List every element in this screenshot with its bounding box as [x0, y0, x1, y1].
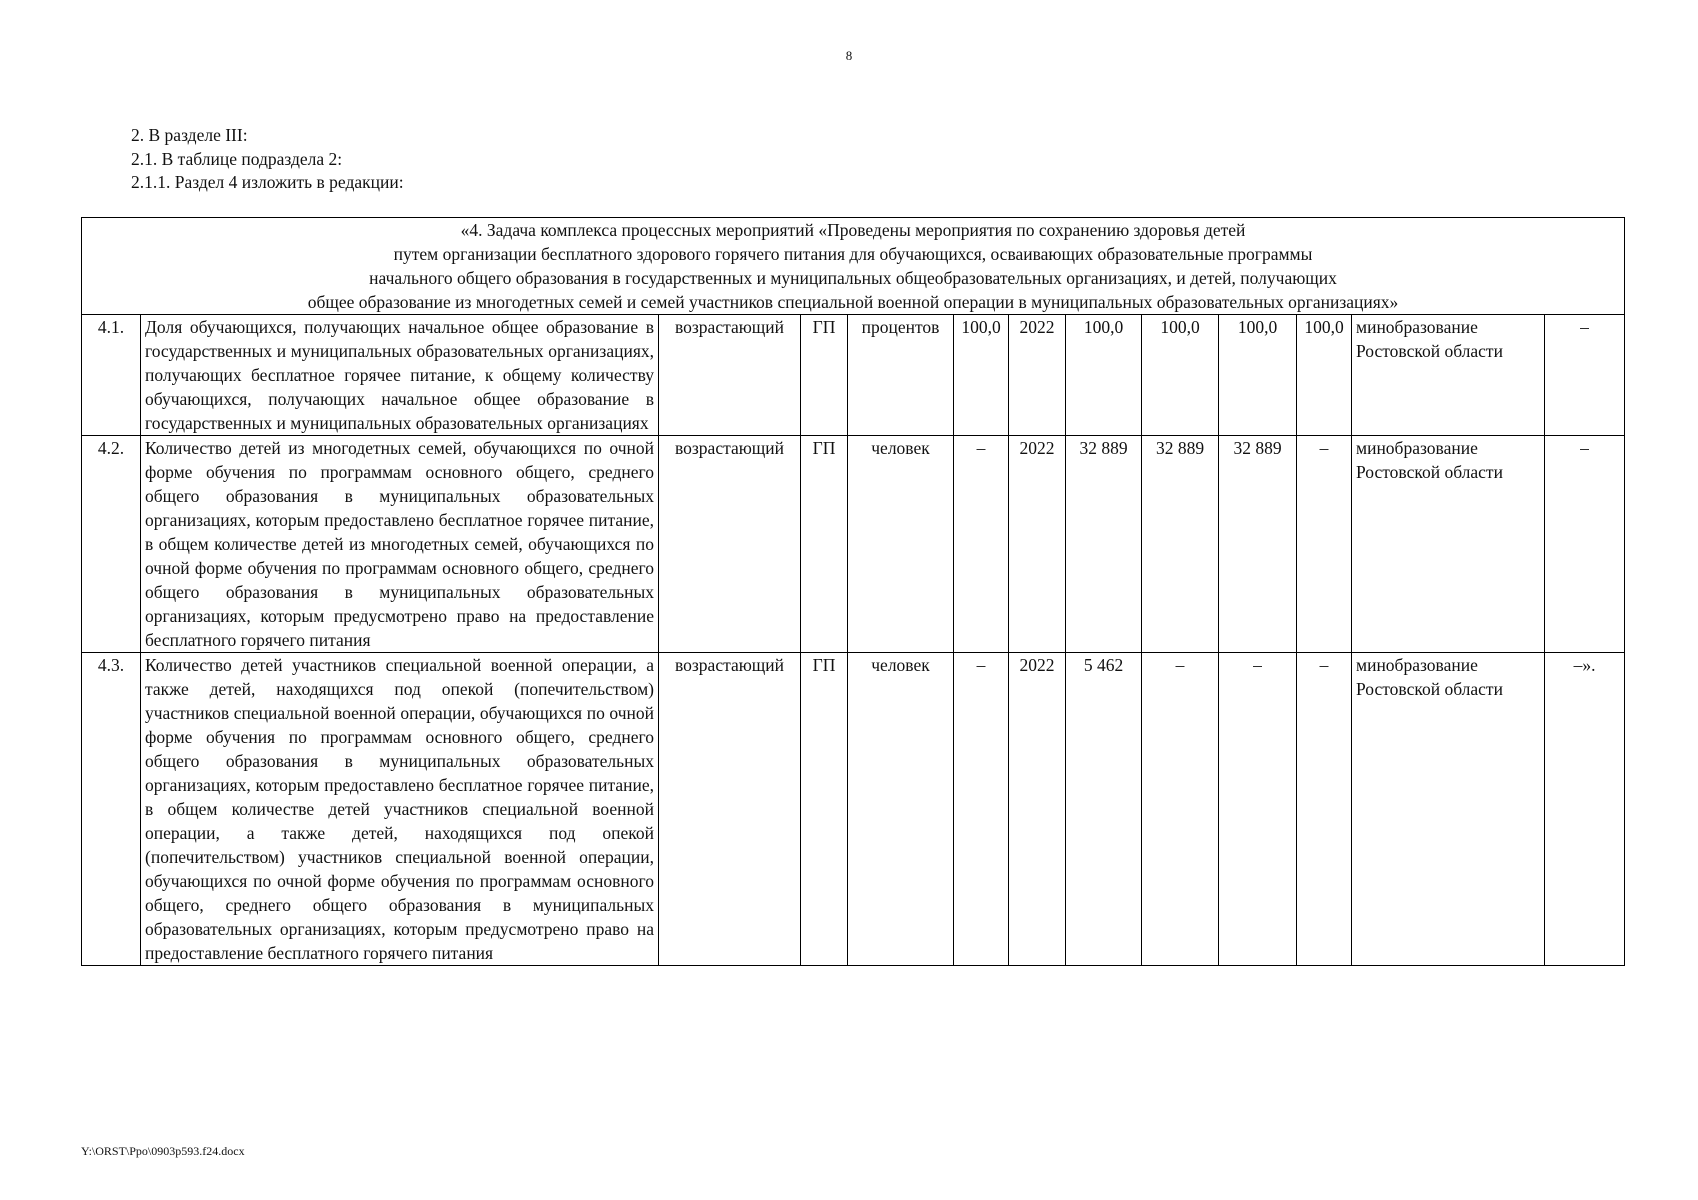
- last-cell: –: [1545, 315, 1625, 436]
- row-number: 4.2.: [82, 436, 141, 653]
- base-value-cell: –: [954, 436, 1009, 653]
- trend-cell: возрастающий: [659, 653, 801, 966]
- heading-line: «4. Задача комплекса процессных мероприятий «Проведены мероприятия по сохранению здоровья детей: [460, 220, 1246, 240]
- org-line: минобразование: [1356, 438, 1478, 458]
- indicator-description: Количество детей участников специальной военной операции, а также детей, находящихся под опекой (попечительством) участников специальной военной операции, обучающихся по очной форме обучения по программам основного общего, среднего общего образования в муниципальных образовательных организациях, которым предоставлено бесплатное горячее питание, в общем количестве детей участников специальной военной операции, а также детей, находящихся под опекой (попечительством) участников специальной военной операции, обучающихся по очной форме обучения по программам основного общего, среднего общего образования в муниципальных образовательных организациях, которым предусмотрено право на предоставление бесплатного горячего питания: [141, 653, 659, 966]
- base-year-cell: 2022: [1009, 315, 1066, 436]
- value-cell: –: [1142, 653, 1219, 966]
- table-row: [82, 436, 1625, 653]
- row-number: 4.3.: [82, 653, 141, 966]
- level-cell: ГП: [801, 315, 848, 436]
- level-cell: ГП: [801, 436, 848, 653]
- indicator-description: Доля обучающихся, получающих начальное общее образование в государственных и муниципальных образовательных организациях, получающих бесплатное горячее питание, к общему количеству обучающихся, получающих начальное общее образование в государственных и муниципальных образовательных организациях: [141, 315, 659, 436]
- intro-line: 2.1.1. Раздел 4 изложить в редакции:: [131, 172, 404, 192]
- value-cell: 32 889: [1066, 436, 1142, 653]
- value-cell: 100,0: [1066, 315, 1142, 436]
- table-row: [82, 653, 1625, 966]
- org-line: минобразование: [1356, 317, 1478, 337]
- level-cell: ГП: [801, 653, 848, 966]
- org-line: минобразование: [1356, 655, 1478, 675]
- value-cell: 32 889: [1219, 436, 1297, 653]
- value-cell: 100,0: [1297, 315, 1352, 436]
- org-line: Ростовской области: [1356, 341, 1503, 361]
- base-value-cell: –: [954, 653, 1009, 966]
- value-cell: –: [1297, 653, 1352, 966]
- value-cell: –: [1297, 436, 1352, 653]
- unit-cell: человек: [848, 653, 954, 966]
- heading-line: общее образование из многодетных семей и семей участников специальной военной операции в муниципальных образовательных организациях»: [307, 292, 1399, 312]
- responsible-org-cell: [1352, 653, 1545, 966]
- heading-line: начального общего образования в государственных и муниципальных общеобразовательных организациях, и детей, получающих: [369, 268, 1337, 288]
- trend-cell: возрастающий: [659, 315, 801, 436]
- base-year-cell: 2022: [1009, 653, 1066, 966]
- file-path-footer: Y:\ORST\Ppo\0903p593.f24.docx: [81, 1144, 245, 1158]
- org-line: Ростовской области: [1356, 679, 1503, 699]
- org-line: Ростовской области: [1356, 462, 1503, 482]
- value-cell: 100,0: [1142, 315, 1219, 436]
- heading-line: путем организации бесплатного здорового горячего питания для обучающихся, осваивающих образовательные программы: [393, 244, 1313, 264]
- intro-line: 2.1. В таблице подраздела 2:: [131, 148, 343, 169]
- table-row: [82, 315, 1625, 436]
- intro-line: 2. В разделе III:: [131, 125, 248, 145]
- row-number: 4.1.: [82, 315, 141, 436]
- trend-cell: возрастающий: [659, 436, 801, 653]
- last-cell: –: [1545, 436, 1625, 653]
- last-cell: –».: [1545, 653, 1625, 966]
- responsible-org-cell: [1352, 436, 1545, 653]
- value-cell: 5 462: [1066, 653, 1142, 966]
- unit-cell: процентов: [848, 315, 954, 436]
- value-cell: –: [1219, 653, 1297, 966]
- value-cell: 32 889: [1142, 436, 1219, 653]
- intro-text: [131, 124, 404, 195]
- unit-cell: человек: [848, 436, 954, 653]
- page-number: 8: [845, 48, 853, 63]
- responsible-org-cell: [1352, 315, 1545, 436]
- value-cell: 100,0: [1219, 315, 1297, 436]
- indicator-description: Количество детей из многодетных семей, обучающихся по очной форме обучения по программам основного общего, среднего общего образования в муниципальных образовательных организациях, которым предоставлено бесплатное горячее питание, в общем количестве детей из многодетных семей, обучающихся по очной форме обучения по программам основного общего, среднего общего образования в муниципальных образовательных организациях, которым предусмотрено право на предоставление бесплатного горячего питания: [141, 436, 659, 653]
- indicators-table: [81, 217, 1625, 966]
- table-heading-row: [82, 218, 1625, 315]
- base-value-cell: 100,0: [954, 315, 1009, 436]
- base-year-cell: 2022: [1009, 436, 1066, 653]
- table-heading: [82, 218, 1625, 315]
